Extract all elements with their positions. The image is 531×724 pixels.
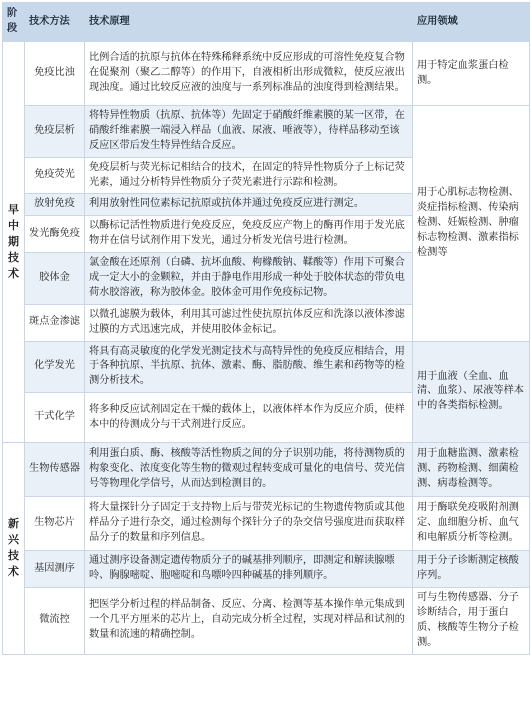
application-cell: 用于分子诊断测定核酸序列。 xyxy=(413,551,530,588)
principle-cell: 利用蛋白质、酶、核酸等活性物质之间的分子识别功能，将待测物质的构象变化、浓度变化等生物的微观过程转变成可量化的电信号、荧光信号等物理化学信号，从而达到检测目的。 xyxy=(85,443,413,497)
principle-cell: 将多种反应试剂固定在干燥的载体上，以液体样本作为反应介质，使样本中的待测成分与干式剂进行反应。 xyxy=(85,393,413,443)
principle-cell: 将大量探针分子固定于支持物上后与带荧光标记的生物遗传物质或其他样品分子进行杂交，通过检测每个探针分子的杂交信号强度进而获取样品分子的数量和序列信息。 xyxy=(85,497,413,551)
principle-cell: 免疫层析与荧光标记相结合的技术，在固定的特异性物质分子上标记荧光素，通过分析特异性物质分子荧光素进行示踪和检测。 xyxy=(85,157,413,194)
table-row xyxy=(3,42,530,106)
method-cell: 化学发光 xyxy=(25,341,85,393)
application-cell: 可与生物传感器、分子诊断结合，用于蛋白质、核酸等生物分子检测。 xyxy=(413,588,530,655)
application-cell: 用于酶联免疫吸附剂测定、血细胞分析、血气和电解质分析等检测。 xyxy=(413,497,530,551)
application-cell: 用于血糖监测、激素检测、药物检测、细菌检测、病毒检测等。 xyxy=(413,443,530,497)
method-cell: 微流控 xyxy=(25,588,85,655)
method-cell: 放射免疫 xyxy=(25,194,85,216)
method-cell: 生物传感器 xyxy=(25,443,85,497)
header-stage: 阶段 xyxy=(3,3,25,42)
method-cell: 免疫比浊 xyxy=(25,42,85,106)
table-row xyxy=(3,106,530,158)
method-cell: 斑点金渗滤 xyxy=(25,304,85,341)
method-cell: 免疫荧光 xyxy=(25,157,85,194)
method-cell: 生物芯片 xyxy=(25,497,85,551)
method-cell: 免疫层析 xyxy=(25,106,85,158)
stage-emerging: 新兴技术 xyxy=(3,443,25,654)
application-cell: 用于特定血浆蛋白检测。 xyxy=(413,42,530,106)
principle-cell: 氯金酸在还原剂（白磷、抗坏血酸、枸橼酸钠、鞣酸等）作用下可聚合成一定大小的金颗粒，并由于静电作用形成一种处于胶体状态的带负电荷水胶溶液，称为胶体金。胶体金可用作免疫标记物。 xyxy=(85,253,413,305)
method-cell: 基因测序 xyxy=(25,551,85,588)
principle-cell: 将具有高灵敏度的化学发光测定技术与高特异性的免疫反应相结合，用于各种抗原、半抗原、抗体、激素、酶、脂肪酸、维生素和药物等的检测分析技术。 xyxy=(85,341,413,393)
method-cell: 干式化学 xyxy=(25,393,85,443)
table-row xyxy=(3,341,530,393)
stage-early-mid: 早中期技术 xyxy=(3,42,25,443)
technology-table xyxy=(2,2,530,655)
table-header-row xyxy=(3,3,530,42)
principle-cell: 将特异性物质（抗原、抗体等）先固定于硝酸纤维素膜的某一区带，在硝酸纤维素膜一端浸入样品（血液、尿液、唾液等），待样品移动至该反应区带后发生特异性结合反应。 xyxy=(85,106,413,158)
method-cell: 发光酶免疫 xyxy=(25,216,85,253)
table-row xyxy=(3,443,530,497)
application-cell: 用于心肌标志物检测、炎症指标检测、传染病检测、妊娠检测、肿瘤标志物检测、激素指标检测等 xyxy=(413,106,530,342)
table-row xyxy=(3,497,530,551)
principle-cell: 以酶标记活性物质进行免疫反应，免疫反应产物上的酶再作用于发光底物并在信号试剂作用下发光，通过分析发光信号进行检测。 xyxy=(85,216,413,253)
method-cell: 胶体金 xyxy=(25,253,85,305)
application-cell: 用于血液（全血、血清、血浆）、尿液等样本中的各类指标检测。 xyxy=(413,341,530,443)
principle-cell: 把医学分析过程的样品制备、反应、分离、检测等基本操作单元集成到一个几平方厘米的芯片上，自动完成分析全过程，实现对样品和试剂的数量和流速的精确控制。 xyxy=(85,588,413,655)
header-principle: 技术原理 xyxy=(85,3,413,42)
principle-cell: 以微孔滤膜为载体，利用其可滤过性使抗原抗体反应和洗涤以液体渗滤过膜的方式迅速完成，并使用胶体金标记。 xyxy=(85,304,413,341)
table-row xyxy=(3,588,530,655)
principle-cell: 利用放射性同位素标记抗原或抗体并通过免疫反应进行测定。 xyxy=(85,194,413,216)
header-method: 技术方法 xyxy=(25,3,85,42)
table-row xyxy=(3,551,530,588)
header-application: 应用领域 xyxy=(413,3,530,42)
principle-cell: 通过测序设备测定遗传物质分子的碱基排列顺序，即测定和解读腺嘌呤、胸腺嘧啶、胞嘧啶和鸟嘌呤四种碱基的排列顺序。 xyxy=(85,551,413,588)
principle-cell: 比例合适的抗原与抗体在特殊稀释系统中反应形成的可溶性免疫复合物在促聚剂（聚乙二醇等）的作用下，自液相析出形成微粒，使反应液出现浊度。通过比较反应液的浊度与一系列标准品的浊度得到检测结果。 xyxy=(85,42,413,106)
